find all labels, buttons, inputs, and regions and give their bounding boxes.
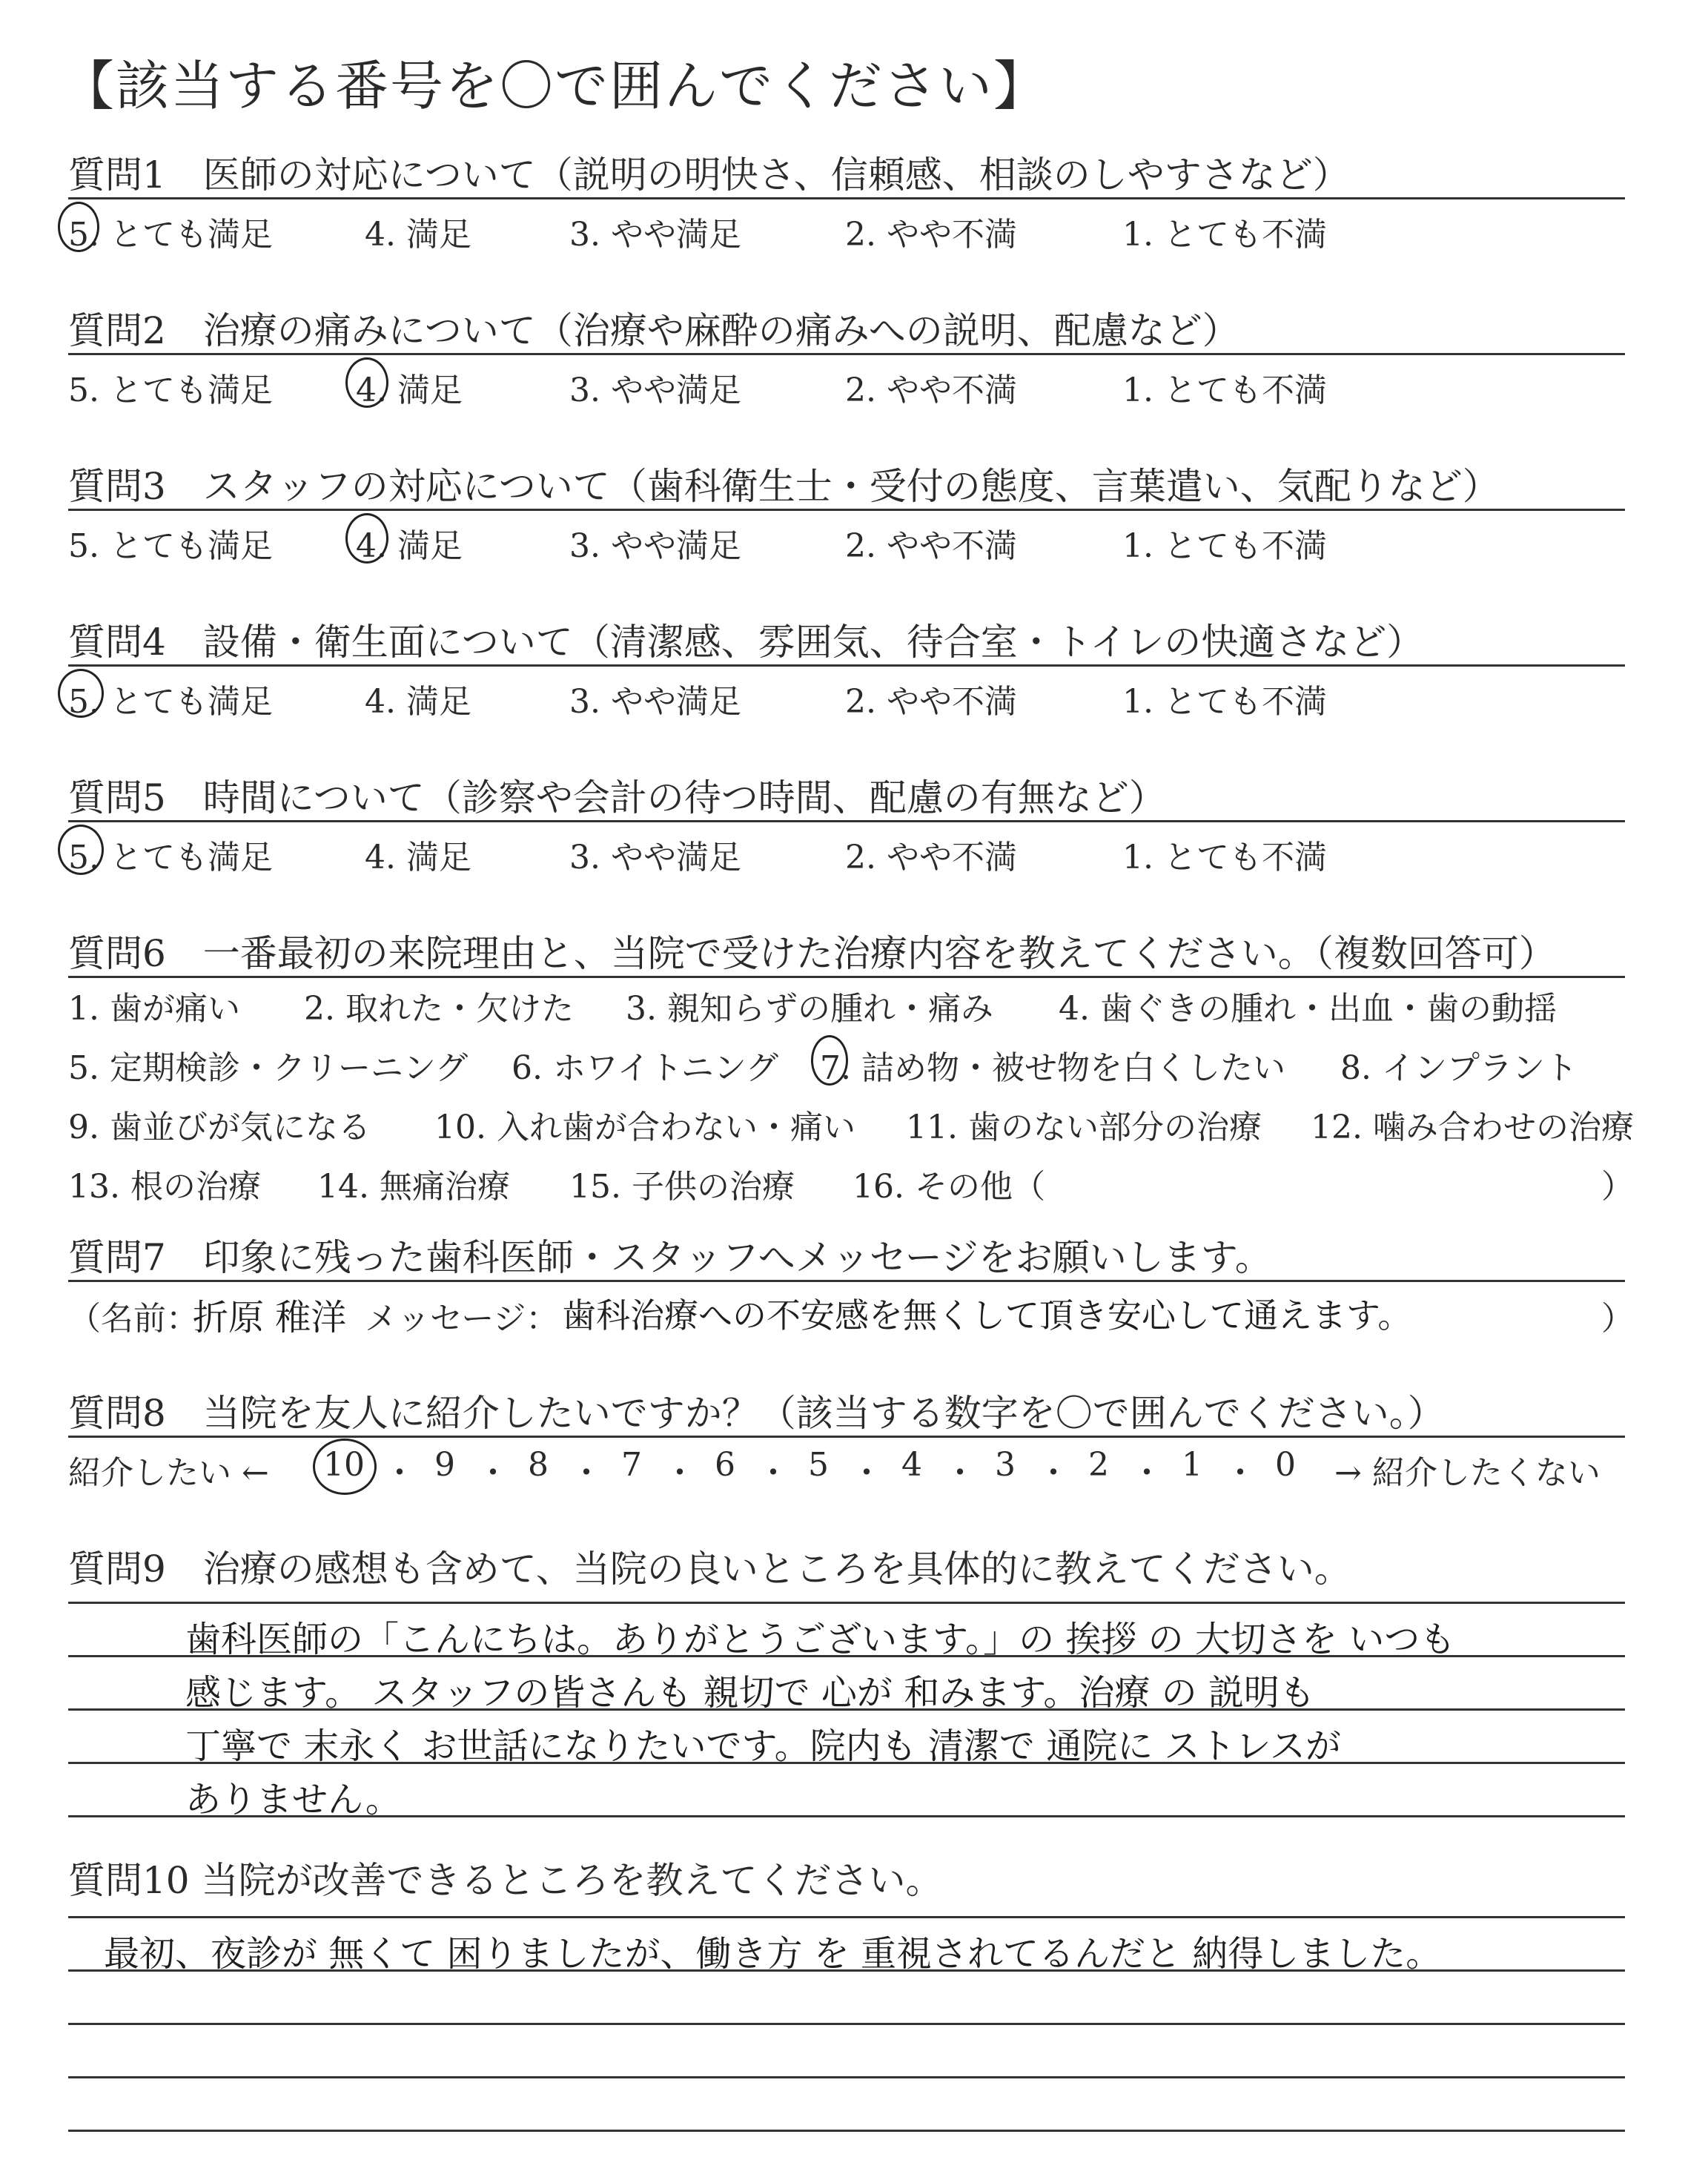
divider xyxy=(68,1436,1625,1438)
scale-separator: ・ xyxy=(663,1454,696,1492)
scale-1[interactable]: 1 xyxy=(1182,1446,1202,1484)
divider xyxy=(68,820,1625,822)
scale-left-label: 紹介したい ← xyxy=(68,1454,269,1492)
q1-option-2[interactable]: 2. やや不満 xyxy=(845,216,1017,254)
writing-line xyxy=(68,2023,1625,2025)
question-2-options xyxy=(68,363,1640,408)
handwritten-line: 丁寧で 末永く お世話になりたいです。院内も 清潔で 通院に ストレスが xyxy=(185,1725,1342,1767)
selection-circle xyxy=(811,1035,848,1086)
q6-option-2[interactable]: 2. 取れた・欠けた xyxy=(304,990,574,1028)
question-7-title: 質問7 印象に残った歯科医師・スタッフへメッセージをお願いします。 xyxy=(68,1236,1272,1279)
question-4-title: 質問4 設備・衛生面について（清潔感、雰囲気、待合室・トイレの快適さなど） xyxy=(68,621,1424,664)
question-10-title: 質問10 当院が改善できるところを教えてください。 xyxy=(68,1859,943,1902)
question-7-answer xyxy=(68,1289,1640,1336)
scale-7[interactable]: 7 xyxy=(621,1446,642,1484)
q3-option-1[interactable]: 1. とても不満 xyxy=(1122,527,1327,565)
scale-8[interactable]: 8 xyxy=(528,1446,549,1484)
q5-option-5[interactable]: 5. とても満足 xyxy=(68,839,273,876)
q5-option-2[interactable]: 2. やや不満 xyxy=(845,839,1017,876)
scale-separator: ・ xyxy=(1131,1454,1163,1492)
q5-option-4[interactable]: 4. 満足 xyxy=(365,839,471,876)
q2-option-5[interactable]: 5. とても満足 xyxy=(68,371,273,409)
question-3-options xyxy=(68,519,1640,564)
question-4-options xyxy=(68,675,1640,719)
q6-option-10[interactable]: 10. 入れ歯が合わない・痛い xyxy=(434,1109,855,1146)
q2-option-4[interactable]: 4. 満足 xyxy=(356,371,463,409)
q4-option-3[interactable]: 3. やや満足 xyxy=(569,683,741,721)
selection-circle xyxy=(313,1439,377,1495)
q6-option-5[interactable]: 5. 定期検診・クリーニング xyxy=(68,1049,469,1087)
q6-option-9[interactable]: 9. 歯並びが気になる xyxy=(68,1109,371,1146)
scale-5[interactable]: 5 xyxy=(808,1446,829,1484)
scale-6[interactable]: 6 xyxy=(715,1446,735,1484)
scale-0[interactable]: 0 xyxy=(1275,1446,1296,1484)
handwritten-line: 歯科医師の「こんにちは。ありがとうございます。」の 挨拶 の 大切さを いつも xyxy=(185,1619,1456,1660)
q1-option-3[interactable]: 3. やや満足 xyxy=(569,216,741,254)
scale-separator: ・ xyxy=(757,1454,790,1492)
q6-option-4[interactable]: 4. 歯ぐきの腫れ・出血・歯の動揺 xyxy=(1059,990,1557,1028)
q6-option-3[interactable]: 3. 親知らずの腫れ・痛み xyxy=(626,990,993,1028)
divider xyxy=(68,509,1625,511)
selection-circle xyxy=(58,825,104,875)
q6-option-16[interactable]: 16. その他（ xyxy=(853,1168,1045,1206)
question-1-title: 質問1 医師の対応について（説明の明快さ、信頼感、相談のしやすさなど） xyxy=(68,153,1350,196)
selection-circle xyxy=(58,202,99,252)
question-1-options xyxy=(68,208,1640,252)
name-label: （名前： xyxy=(68,1300,199,1338)
question-5-title: 質問5 時間について（診察や会計の待つ時間、配慮の有無など） xyxy=(68,776,1166,819)
scale-separator: ・ xyxy=(850,1454,883,1492)
q5-option-1[interactable]: 1. とても不満 xyxy=(1122,839,1327,876)
q6-option-15[interactable]: 15. 子供の治療 xyxy=(569,1168,795,1206)
scale-right-label: → 紹介したくない xyxy=(1334,1454,1601,1492)
name-value: 折原 稚洋 xyxy=(193,1297,347,1338)
q6-option-14[interactable]: 14. 無痛治療 xyxy=(317,1168,510,1206)
divider xyxy=(68,197,1625,199)
q2-option-1[interactable]: 1. とても不満 xyxy=(1122,371,1327,409)
scale-separator: ・ xyxy=(570,1454,603,1492)
scale-10[interactable]: 10 xyxy=(323,1446,365,1484)
divider xyxy=(68,976,1625,978)
divider xyxy=(68,353,1625,355)
scale-9[interactable]: 9 xyxy=(434,1446,455,1484)
message-label: メッセージ： xyxy=(365,1300,559,1338)
q1-option-1[interactable]: 1. とても不満 xyxy=(1122,216,1327,254)
q5-option-3[interactable]: 3. やや満足 xyxy=(569,839,741,876)
q2-option-3[interactable]: 3. やや満足 xyxy=(569,371,741,409)
q6-option-8[interactable]: 8. インプラント xyxy=(1340,1049,1578,1087)
q1-option-4[interactable]: 4. 満足 xyxy=(365,216,471,254)
q4-option-4[interactable]: 4. 満足 xyxy=(365,683,471,721)
selection-circle xyxy=(58,669,104,718)
selection-circle xyxy=(345,513,388,564)
scale-separator: ・ xyxy=(383,1454,416,1492)
scale-2[interactable]: 2 xyxy=(1088,1446,1109,1484)
q3-option-5[interactable]: 5. とても満足 xyxy=(68,527,273,565)
q4-option-2[interactable]: 2. やや不満 xyxy=(845,683,1017,721)
q6-other-close: ） xyxy=(1601,1168,1634,1206)
q4-option-1[interactable]: 1. とても不満 xyxy=(1122,683,1327,721)
message-value: 歯科治療への不安感を無くして頂き安心して通えます。 xyxy=(562,1295,1412,1335)
q6-option-11[interactable]: 11. 歯のない部分の治療 xyxy=(906,1109,1262,1146)
recommend-scale xyxy=(68,1446,1640,1498)
question-6-title: 質問6 一番最初の来院理由と、当院で受けた治療内容を教えてください。（複数回答可） xyxy=(68,932,1556,975)
question-9-title: 質問9 治療の感想も含めて、当院の良いところを具体的に教えてください。 xyxy=(68,1548,1351,1591)
scale-separator: ・ xyxy=(1224,1454,1257,1492)
message-close: ） xyxy=(1601,1300,1634,1338)
scale-3[interactable]: 3 xyxy=(995,1446,1016,1484)
question-3-title: 質問3 スタッフの対応について（歯科衛生士・受付の態度、言葉遣い、気配りなど） xyxy=(68,465,1500,508)
question-8-title: 質問8 当院を友人に紹介したいですか？（該当する数字を〇で囲んでください。） xyxy=(68,1392,1445,1435)
q4-option-5[interactable]: 5. とても満足 xyxy=(68,683,273,721)
divider xyxy=(68,664,1625,667)
writing-line xyxy=(68,2130,1625,2132)
q6-option-12[interactable]: 12. 噛み合わせの治療 xyxy=(1311,1109,1634,1146)
writing-line xyxy=(68,2076,1625,2078)
selection-circle xyxy=(345,357,388,408)
handwritten-line: ありません。 xyxy=(185,1779,401,1820)
q1-option-5[interactable]: 5. とても満足 xyxy=(68,216,273,254)
scale-separator: ・ xyxy=(944,1454,976,1492)
handwritten-line: 感じます。 スタッフの皆さんも 親切で 心が 和みます。治療 の 説明も xyxy=(185,1672,1315,1714)
writing-line xyxy=(68,1916,1625,1918)
scale-separator: ・ xyxy=(1037,1454,1070,1492)
q3-option-2[interactable]: 2. やや不満 xyxy=(845,527,1017,565)
q6-option-6[interactable]: 6. ホワイトニング xyxy=(512,1049,779,1087)
q6-option-7[interactable]: 7. 詰め物・被せ物を白くしたい xyxy=(820,1049,1285,1087)
q2-option-2[interactable]: 2. やや不満 xyxy=(845,371,1017,409)
q3-option-4[interactable]: 4. 満足 xyxy=(356,527,463,565)
question-2-title: 質問2 治療の痛みについて（治療や麻酔の痛みへの説明、配慮など） xyxy=(68,309,1239,352)
scale-separator: ・ xyxy=(477,1454,509,1492)
writing-line xyxy=(68,1602,1625,1604)
q6-option-13[interactable]: 13. 根の治療 xyxy=(68,1168,261,1206)
q6-option-1[interactable]: 1. 歯が痛い xyxy=(68,990,240,1028)
scale-4[interactable]: 4 xyxy=(901,1446,922,1484)
question-5-options xyxy=(68,830,1640,875)
handwritten-line: 最初、夜診が 無くて 困りましたが、働き方 を 重視されてるんだと 納得しました。 xyxy=(104,1933,1442,1975)
divider xyxy=(68,1280,1625,1282)
q3-option-3[interactable]: 3. やや満足 xyxy=(569,527,741,565)
page-title: 【該当する番号を〇で囲んでください】 xyxy=(61,55,1049,117)
question-6-options xyxy=(68,982,1640,1204)
